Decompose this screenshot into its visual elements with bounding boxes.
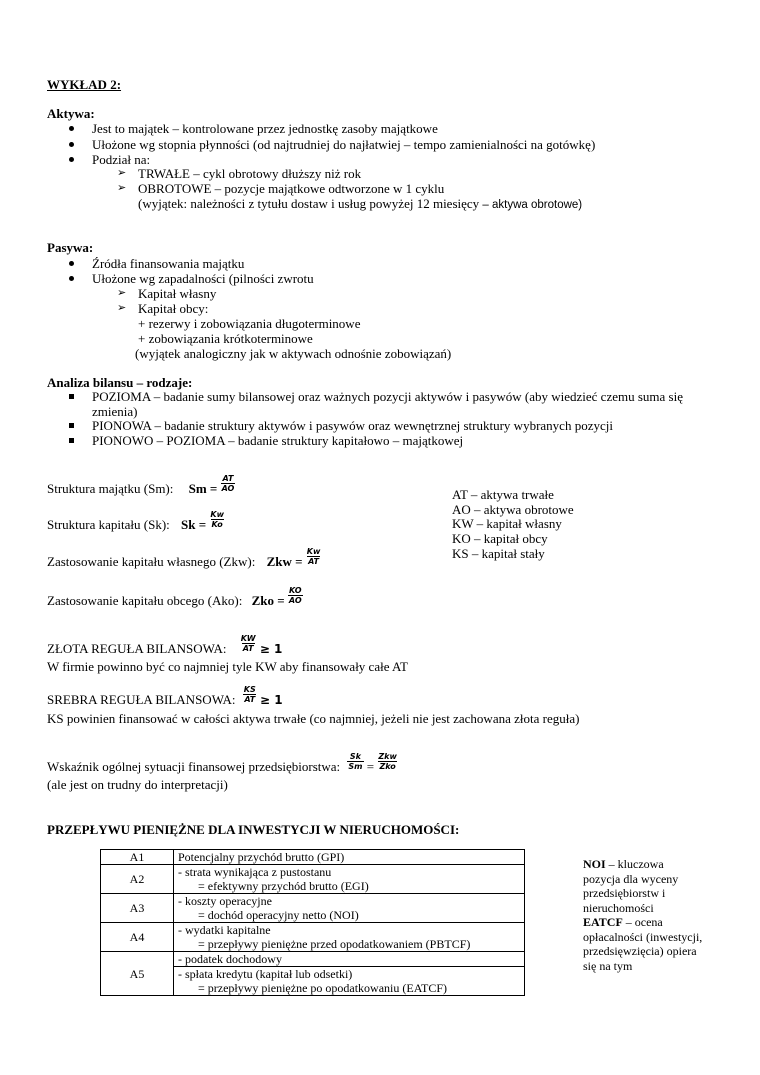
analiza-item: POZIOMA – badanie sumy bilansowej oraz ważnych pozycji aktywów i pasywów (aby wiedzieć czemu suma się (92, 389, 683, 404)
aktywa-subitem: OBROTOWE – pozycje majątkowe odtworzone w 1 cyklu (138, 181, 445, 196)
srebrna-relation: ≥ 1 (260, 693, 283, 707)
row-code: A4 (101, 923, 174, 952)
cash-flow-table (100, 849, 525, 996)
eatcf-text: – ocena opłacalności (inwestycji, przedsięwzięcia) opiera się na tym (583, 915, 703, 973)
fraction (288, 586, 303, 605)
legend-item: AO – aktywa obrotowe (452, 502, 574, 517)
table-row (101, 923, 525, 938)
pasywa-subitem: Kapitał własny (138, 286, 217, 301)
row-line: = przepływy pieniężne po opodatkowaniu (EATCF) (174, 981, 525, 996)
aktywa-item: Jest to majątek – kontrolowane przez jednostkę zasoby majątkowe (92, 121, 438, 136)
wskaznik-eq: = (366, 759, 375, 774)
arrow-icon: ➢ (117, 287, 127, 299)
srebrna-label: SREBRA REGUŁA BILANSOWA: (47, 692, 236, 707)
aktywa-heading: Aktywa: (47, 106, 95, 121)
square-bullet-icon (69, 394, 74, 399)
fraction-num: KS (243, 685, 256, 694)
row-code: A3 (101, 894, 174, 923)
row-line: - spłata kredytu (kapitał lub odsetki) (174, 967, 525, 982)
row-line: - koszty operacyjne (174, 894, 525, 909)
fraction-den: Sm (348, 762, 363, 771)
pasywa-subitem: Kapitał obcy: (138, 301, 209, 316)
aktywa-item: Podział na: (92, 152, 151, 167)
analiza-item-cont: zmienia) (92, 404, 138, 419)
srebrna-desc: KS powinien finansować w całości aktywa trwałe (co najmniej, jeżeli nie jest zachowana złota reguła) (47, 711, 580, 726)
formula-lhs: Zkw = (266, 554, 303, 569)
bullet-icon (69, 157, 74, 162)
formula-label: Zastosowanie kapitału obcego (Ako): (47, 593, 243, 608)
analiza-heading: Analiza bilansu – rodzaje: (47, 375, 193, 390)
aktywa-subitem: TRWAŁE – cykl obrotowy dłuższy niż rok (138, 166, 362, 181)
aktywa-note-main: (wyjątek: należności z tytułu dostaw i usług powyżej 12 miesięcy (138, 196, 480, 211)
fraction-den: AT (244, 695, 256, 704)
fraction-den: Zko (379, 762, 396, 771)
srebrna-regula (47, 685, 283, 707)
fraction (377, 752, 398, 771)
pasywa-line: + zobowiązania krótkoterminowe (138, 331, 313, 346)
fraction-num: Zkw (378, 752, 397, 761)
square-bullet-icon (69, 423, 74, 428)
fraction-den: AT (242, 644, 254, 653)
zlota-label: ZŁOTA REGUŁA BILANSOWA: (47, 641, 227, 656)
fraction (306, 547, 322, 566)
formula-label: Struktura kapitału (Sk): (47, 517, 170, 532)
row-line: - wydatki kapitalne (174, 923, 525, 938)
fraction (243, 685, 257, 704)
table-row (101, 865, 525, 880)
pasywa-line: + rezerwy i zobowiązania długoterminowe (138, 316, 361, 331)
aktywa-note-tail: – aktywa obrotowe) (482, 199, 583, 211)
fraction-num: KO (289, 586, 302, 595)
formula-sm (47, 474, 235, 496)
formula-lhs: Sk = (181, 517, 207, 532)
zlota-relation: ≥ 1 (259, 642, 283, 656)
zlota-desc: W firmie powinno być co najmniej tyle KW aby finansowały całe AT (47, 659, 408, 674)
arrow-icon: ➢ (117, 302, 127, 314)
fraction (209, 510, 225, 529)
przeplywy-heading: PRZEPŁYWU PIENIĘŻNE DLA INWESTYCJI W NIERUCHOMOŚCI: (47, 822, 460, 837)
row-line: = efektywny przychód brutto (EGI) (174, 879, 525, 894)
fraction-den: Ko (211, 520, 223, 529)
row-code: A2 (101, 865, 174, 894)
bullet-icon (69, 276, 74, 281)
row-code: A1 (101, 850, 174, 865)
row-line: = przepływy pieniężne przed opodatkowaniem (PBTCF) (174, 937, 525, 952)
bullet-icon (69, 142, 74, 147)
bullet-icon (69, 261, 74, 266)
arrow-icon: ➢ (117, 167, 127, 179)
legend-item: AT – aktywa trwałe (452, 487, 554, 502)
aktywa-item: Ułożone wg stopnia płynności (od najtrudniej do najłatwiej – tempo zamienialności na gotówkę) (92, 137, 596, 152)
formula-lhs: Sm = (188, 481, 218, 496)
bullet-icon (69, 126, 74, 131)
pasywa-heading: Pasywa: (47, 240, 94, 255)
aktywa-note (138, 196, 582, 213)
fraction-den: AT (308, 557, 319, 566)
side-note (583, 857, 703, 973)
fraction-num: Kw (210, 510, 224, 519)
fraction-num: Sk (349, 752, 361, 761)
noi-term: NOI (583, 857, 606, 871)
table-row (101, 952, 525, 967)
square-bullet-icon (69, 438, 74, 443)
legend-item: KW – kapitał własny (452, 516, 562, 531)
pasywa-item: Źródła finansowania majątku (92, 256, 245, 271)
formula-zko (47, 586, 303, 608)
row-code: A5 (101, 952, 174, 996)
formula-sk (47, 510, 225, 532)
fraction (221, 474, 236, 493)
eatcf-term: EATCF (583, 915, 623, 929)
formula-lhs: Zko = (251, 593, 285, 608)
formula-label: Zastosowanie kapitału własnego (Zkw): (47, 554, 256, 569)
analiza-item: PIONOWA – badanie struktury aktywów i pasywów oraz wewnętrznej struktury wybranych pozycji (92, 418, 613, 433)
wskaznik-label: Wskaźnik ogólnej sytuacji finansowej przedsiębiorstwa: (47, 759, 341, 774)
legend-item: KS – kapitał stały (452, 546, 545, 561)
wskaznik-note: (ale jest on trudny do interpretacji) (47, 777, 228, 792)
wskaznik (47, 752, 398, 774)
row-line: - strata wynikająca z pustostanu (174, 865, 525, 880)
pasywa-line: (wyjątek analogiczny jak w aktywach odnośnie zobowiązań) (135, 346, 452, 361)
fraction (347, 752, 363, 771)
fraction-num: KW (240, 634, 256, 643)
formula-label: Struktura majątku (Sm): (47, 481, 174, 496)
legend-item: KO – kapitał obcy (452, 531, 548, 546)
fraction (240, 634, 257, 653)
row-line: = dochód operacyjny netto (NOI) (174, 908, 525, 923)
row-line: Potencjalny przychód brutto (GPI) (174, 850, 525, 865)
noi-text: – kluczowa pozycja dla wyceny przedsiębiorstw i nieruchomości (583, 857, 679, 915)
fraction-num: Kw (306, 547, 321, 556)
page-title: WYKŁAD 2: (47, 77, 122, 92)
table-row (101, 850, 525, 865)
zlota-regula (47, 634, 283, 656)
fraction-den: AO (288, 596, 302, 605)
pasywa-item: Ułożone wg zapadalności (pilności zwrotu (92, 271, 314, 286)
fraction-num: AT (222, 474, 234, 483)
fraction-den: AO (221, 484, 235, 493)
formula-zkw (47, 547, 321, 569)
analiza-item: PIONOWO – POZIOMA – badanie struktury kapitałowo – majątkowej (92, 433, 464, 448)
arrow-icon: ➢ (117, 182, 127, 194)
row-line: - podatek dochodowy (174, 952, 525, 967)
table-row (101, 894, 525, 909)
